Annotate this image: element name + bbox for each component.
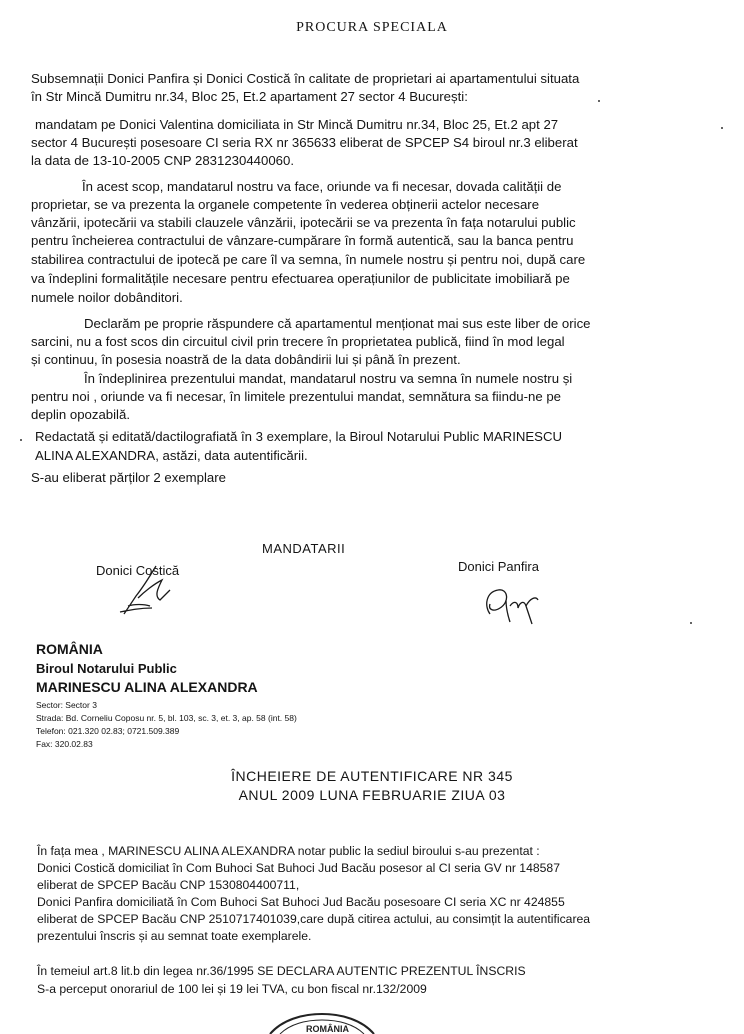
notary-country: ROMÂNIA <box>36 641 103 657</box>
paragraph-line: proprietar, se va prezenta la organele competente în vederea obținerii actelor necesare <box>31 197 540 212</box>
notary-street: Strada: Bd. Corneliu Coposu nr. 5, bl. 103, sc. 3, et. 3, ap. 58 (int. 58) <box>36 713 297 723</box>
signature-right-image <box>476 580 546 632</box>
conclusion-line: Donici Costică domiciliat în Com Buhoci Sat Buhoci Jud Bacău posesor al CI seria GV nr 148587 <box>37 861 560 875</box>
paragraph-line: la data de 13-10-2005 CNP 2831230440060. <box>31 153 294 168</box>
notary-sector: Sector: Sector 3 <box>36 700 97 710</box>
paragraph-line: deplin opozabilă. <box>31 407 130 422</box>
scan-speck <box>721 127 723 129</box>
paragraph-line: și continuu, în posesia noastră de la data dobândirii lui și până în prezent. <box>31 352 461 367</box>
paragraph-line: S-au eliberat părților 2 exemplare <box>31 470 226 485</box>
document-title: PROCURA SPECIALA <box>296 20 448 35</box>
paragraph-line: În acest scop, mandatarul nostru va face, oriunde va fi necesar, dovada calității de <box>82 179 562 194</box>
scan-speck <box>598 100 600 102</box>
conclusion-subtitle: ANUL 2009 LUNA FEBRUARIE ZIUA 03 <box>238 787 506 803</box>
scan-speck <box>690 622 692 624</box>
paragraph-line: pentru încheierea contractului de vânzare-cumpărare în formă autentică, sau la banca pentru <box>31 233 574 248</box>
paragraph-line: ALINA ALEXANDRA, astăzi, data autentificării. <box>35 448 308 463</box>
legal-line: În temeiul art.8 lit.b din legea nr.36/1995 SE DECLARA AUTENTIC PREZENTUL ÎNSCRIS <box>37 964 526 978</box>
paragraph-line: în Str Mincă Dumitru nr.34, Bloc 25, Et.2 apartament 27 sector 4 București: <box>31 89 468 104</box>
signature-left-image <box>110 562 180 622</box>
mandatari-heading: MANDATARII <box>262 541 346 556</box>
stamp-seal-image <box>262 1012 382 1034</box>
paragraph-line: sarcini, nu a fost scos din circuitul civil prin trecere în proprietatea publică, fiind în mod legal <box>31 334 565 349</box>
paragraph-line: mandatam pe Donici Valentina domiciliata in Str Mincă Dumitru nr.34, Bloc 25, Et.2 apt 27 <box>35 117 559 132</box>
paragraph-line: stabilirea contractului de ipotecă pe care îl va semna, în numele nostru și pentru noi, după care <box>31 252 586 267</box>
paragraph-line: Declarăm pe proprie răspundere că apartamentul menționat mai sus este liber de orice <box>84 316 591 331</box>
conclusion-line: În fața mea , MARINESCU ALINA ALEXANDRA notar public la sediul biroului s-au prezentat : <box>37 844 540 858</box>
paragraph-line: va îndeplini formalitățile necesare pentru efectuarea operațiunilor de publicitate imobiliară pe <box>31 271 570 286</box>
paragraph-line: pentru noi , oriunde va fi necesar, în limitele prezentului mandat, semnătura sa fiindu-ne pe <box>31 389 562 404</box>
conclusion-line: prezentului înscris și au semnat toate exemplarele. <box>37 929 312 943</box>
paragraph-line: În îndeplinirea prezentului mandat, mandatarul nostru va semna în numele nostru și <box>84 371 573 386</box>
notary-phone: Telefon: 021.320 02.83; 0721.509.389 <box>36 726 180 736</box>
paragraph-line: vânzării, ipotecării va stabili clauzele vânzării, ipotecării se va prezenta în fața notarului public <box>31 215 576 230</box>
paragraph-line: numele noilor dobânditori. <box>31 290 183 305</box>
conclusion-line: eliberat de SPCEP Bacău CNP 2510717401039,care după citirea actului, au consimțit la autentificarea <box>37 912 591 926</box>
notary-fax: Fax: 320.02.83 <box>36 739 93 749</box>
conclusion-line: Donici Panfira domiciliată în Com Buhoci Sat Buhoci Jud Bacău posesoare CI seria XC nr 424855 <box>37 895 565 909</box>
notary-name: MARINESCU ALINA ALEXANDRA <box>36 679 258 695</box>
svg-text:ROMÂNIA: ROMÂNIA <box>306 1024 349 1034</box>
scan-speck <box>20 439 22 441</box>
paragraph-line: Subsemnații Donici Panfira și Donici Costică în calitate de proprietari ai apartamentului situata <box>31 71 580 86</box>
signer-left-name: Donici Costică <box>96 563 180 578</box>
paragraph-line: sector 4 București posesoare CI seria RX nr 365633 eliberat de SPCEP S4 biroul nr.3 eliberat <box>31 135 578 150</box>
conclusion-line: eliberat de SPCEP Bacău CNP 1530804400711, <box>37 878 300 892</box>
legal-line: S-a perceput onorariul de 100 lei și 19 lei TVA, cu bon fiscal nr.132/2009 <box>37 982 427 996</box>
notary-office: Biroul Notarului Public <box>36 661 177 676</box>
conclusion-title: ÎNCHEIERE DE AUTENTIFICARE NR 345 <box>231 768 513 784</box>
paragraph-line: Redactată și editată/dactilografiată în 3 exemplare, la Biroul Notarului Public MARINESCU <box>35 429 563 444</box>
signer-right-name: Donici Panfira <box>458 559 539 574</box>
